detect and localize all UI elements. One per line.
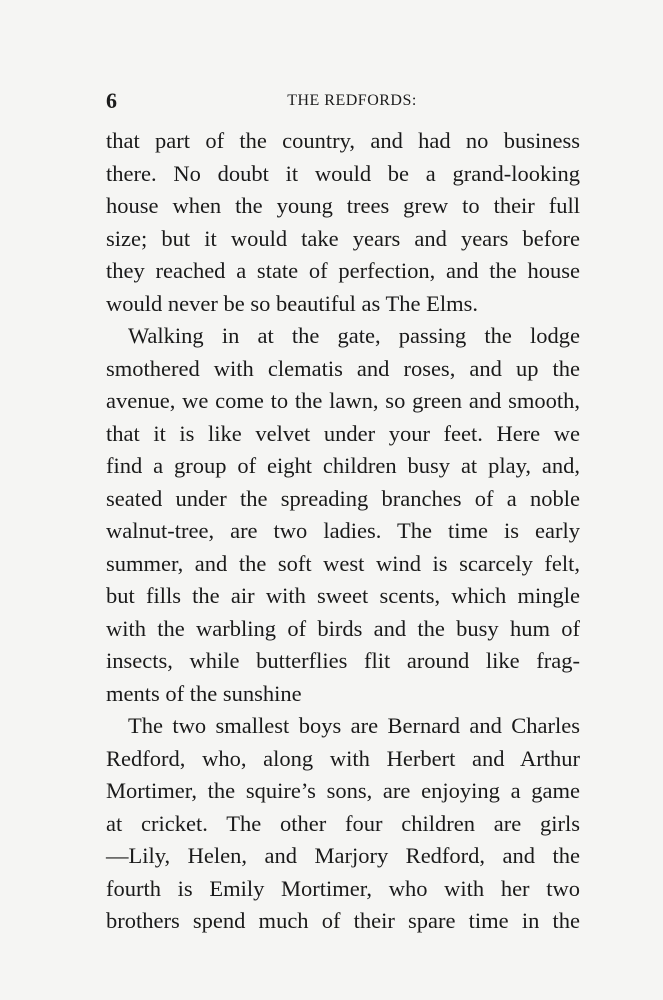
text-line: house when the young trees grew to their full: [106, 193, 580, 218]
running-title: THE REDFORDS:: [287, 92, 417, 109]
text-line: insects, while butterflies flit around like frag-: [106, 648, 580, 673]
text-line: fourth is Emily Mortimer, who with her two: [106, 875, 580, 901]
text-line: would never be so beautiful as The Elms.: [106, 290, 478, 316]
text-line: smothered with clematis and roses, and up the: [106, 355, 580, 381]
paragraph-3: [106, 711, 580, 936]
text-line: they reached a state of perfection, and the house: [106, 258, 580, 283]
text-line: avenue, we come to the lawn, so green and smooth,: [106, 388, 580, 413]
text-line: walnut-tree, are two ladies. The time is early: [106, 518, 580, 543]
text-line: Mortimer, the squire’s sons, are enjoying a game: [106, 778, 580, 803]
text-line: seated under the spreading branches of a noble: [106, 485, 580, 511]
text-line: with the warbling of birds and the busy hum of: [106, 615, 580, 641]
text-line: The two smallest boys are Bernard and Charles: [128, 713, 580, 738]
text-line: size; but it would take years and years before: [106, 225, 580, 251]
text-line: but fills the air with sweet scents, which mingle: [106, 583, 580, 608]
paragraph-1: [106, 126, 580, 318]
text-line: brothers spend much of their spare time in the: [106, 908, 580, 933]
text-line: Redford, who, along with Herbert and Arthur: [106, 745, 580, 771]
text-line: —Lily, Helen, and Marjory Redford, and the: [106, 843, 580, 868]
text-line: summer, and the soft west wind is scarcely felt,: [106, 550, 580, 576]
text-line: that part of the country, and had no business: [106, 128, 580, 153]
text-line: Walking in at the gate, passing the lodge: [128, 323, 580, 348]
page-number: 6: [106, 88, 117, 113]
text-line: at cricket. The other four children are girls: [106, 810, 580, 836]
text-line: there. No doubt it would be a grand-looking: [106, 160, 580, 186]
paragraph-2: [106, 321, 580, 708]
text-line: find a group of eight children busy at play, and,: [106, 453, 580, 478]
page-header: [106, 86, 580, 116]
text-line: ments of the sunshine: [106, 680, 302, 706]
body-text: [106, 126, 580, 939]
text-line: that it is like velvet under your feet. Here we: [106, 420, 580, 446]
